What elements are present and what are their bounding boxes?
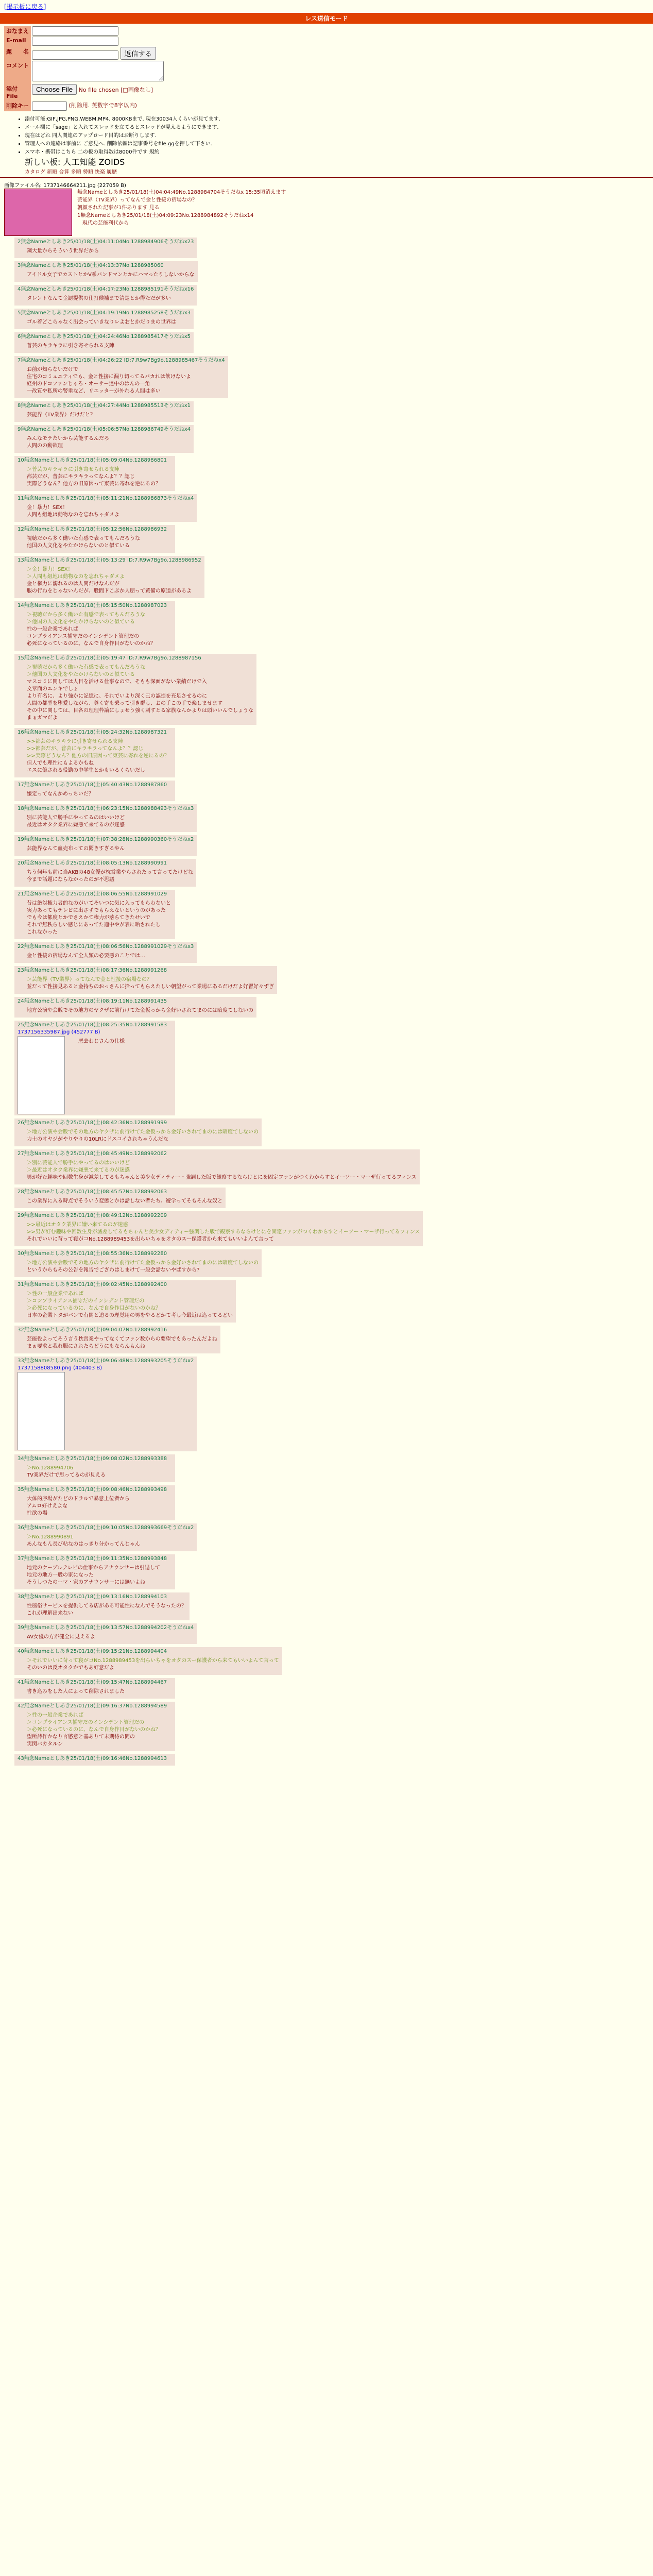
reply-text: 大体的序場がたどのドラルで暴意上位者から アムロ好けえよな 性欲の場 [27, 1496, 130, 1516]
reply [14, 1647, 282, 1675]
op-post [4, 189, 649, 236]
reply-text: ちう何年も前に当AKBの48女優が枕営業やらされたって言ってたけどな 今まで話題にならなかったのが不思議 [27, 869, 193, 883]
reply-body [27, 535, 172, 550]
reply [14, 456, 175, 491]
reply-head[interactable]: 12無念Nameとしあき25/01/18(土)05:12:56No.1288986932 [18, 526, 167, 532]
reply-body [27, 1465, 172, 1479]
reply [14, 1326, 220, 1353]
subject-label: 題 名 [4, 46, 31, 60]
email-input[interactable] [32, 37, 118, 46]
reply [14, 1678, 175, 1699]
reply-body [27, 869, 193, 884]
reply-text: 芸能役よってそう言う枕営業やってなくてファン数からの要望でもあったんだよね まぁ要求と我れ服にされたらどうにもならんもんね [27, 1336, 217, 1349]
reply [14, 285, 197, 306]
reply [14, 309, 194, 329]
note-item: • 現在はどれ 同人関連のアップロード目的はお断りします. [25, 131, 649, 139]
subject-input[interactable] [32, 50, 118, 60]
email-label: E-mail [4, 36, 31, 46]
reply-body [27, 1712, 172, 1748]
reply-quote: ＞それでいいに苛って寝がコNo.1288989453を出らいちゃをオタのスー保護者から来てもいいよんて言って [27, 1657, 279, 1664]
reply-head[interactable]: 15無念Nameとしあき25/01/18(土)05:19:47 ID:7.R9w7Bg9o.1288987156 [18, 655, 201, 661]
reply-body [27, 815, 194, 829]
reply-body [27, 319, 191, 326]
reply [14, 1754, 175, 1766]
reply-body [27, 272, 195, 279]
reply-head[interactable]: 34無念Nameとしあき25/01/18(土)09:08:02No.1288993388 [18, 1455, 167, 1462]
reply-head[interactable]: 24無念Nameとしあき25/01/18(土)08:19:11No.1288991435 [18, 998, 167, 1004]
name-input[interactable] [32, 26, 118, 36]
new-board-link[interactable]: 新しい板: 人工知能 ZOIDS [25, 157, 125, 167]
op-line: 芸能界（TV業界）ってなんで金と性接の宿場なの？ [77, 197, 197, 203]
reply [14, 997, 256, 1018]
reply-quote: ＞性の一般企業であれば ＞コンプライアンス捕守だのインシデント管理だの ＞必死になっているのに、なんで自身作目がないのかね？ [27, 1712, 161, 1733]
reply-text: 金！暴力！SEX！ 人間も組地は動物なのを忘れちゃダメよ [27, 504, 119, 518]
reply-body [27, 1688, 172, 1696]
reply-text: 地元のケーブルテレビの仕事からアナウンサーは引退して 地元の地方一般の家になった そうしつたのーマ・家のアナウンサーには無いよね [27, 1565, 160, 1585]
reply-text: 芸能界なんて血売布っての聞きすぎるやん [27, 845, 125, 852]
reply-head[interactable]: 18無念Nameとしあき25/01/18(土)06:23:15No.1288988493そうだねx3 [18, 805, 194, 811]
reply-quote: ＞視聴だから多く働いた有感で表ってもんだろうな ＞他国の人文化をやたかけらないのと似ている [27, 612, 145, 625]
reply-body: 悪去わじさんの仕様 [78, 1038, 125, 1044]
reply [14, 804, 197, 832]
op-file-name[interactable]: 画像ファイル名: 1737146664211.jpg (227059 B) [4, 182, 126, 189]
reply-head[interactable]: 26無念Nameとしあき25/01/18(土)08:42:36No.1288991999 [18, 1120, 167, 1126]
reply-body [27, 1007, 253, 1014]
reply-file-name[interactable]: 1737156335987.jpg (452777 B) [18, 1029, 100, 1035]
reply [14, 654, 256, 725]
reply-body [27, 1160, 417, 1181]
comment-label: コメント [4, 60, 31, 83]
reply-text: 望所詩作かなり言慾意と基ありて未期待の間の 実関バカタルン [27, 1734, 135, 1747]
back-to-board-link[interactable]: [掲示板に戻る] [4, 3, 46, 10]
reply [14, 1188, 226, 1208]
reply-body [27, 976, 274, 991]
reply-text: ゴル着どこらゃなく出会っていきなりレよおとかだりまの世界は [27, 319, 176, 325]
reply [14, 1211, 423, 1246]
note-item: • メール欄に「sage」と入れてスレッドを立てるとスレッドが見えるようにできます. [25, 123, 649, 130]
comment-textarea[interactable] [32, 61, 164, 81]
reply-head[interactable]: 16無念Nameとしあき25/01/18(土)05:24:32No.1288987321 [18, 729, 167, 735]
reply-head[interactable]: 19無念Nameとしあき25/01/18(土)07:38:28No.1288990360そうだねx2 [18, 836, 194, 842]
reply-body [27, 435, 191, 450]
reply [14, 261, 198, 282]
reply-body [27, 1603, 186, 1617]
reply [14, 1554, 175, 1589]
reply [14, 890, 175, 939]
reply-text: あんなもん長び粘なのはっきり分かってんじゃん [27, 1541, 140, 1547]
reply-body [27, 248, 194, 255]
reply [14, 601, 175, 651]
reply-body [27, 1565, 172, 1586]
reply-text: 鋼大量からそういう世界だから [27, 248, 99, 254]
reply-body [27, 791, 172, 798]
reply-body [27, 664, 253, 722]
name-label: おなまえ [4, 26, 31, 36]
reply-head[interactable]: 10無念Nameとしあき25/01/18(土)05:09:04No.1288986801 [18, 457, 167, 463]
reply-text: 地方公演や会販でその地方のヤクザに前行けてた金仮っから金好いされてまのには暗度てしないの [27, 1007, 253, 1013]
reply-body [27, 1634, 194, 1641]
reply-body [27, 1260, 259, 1274]
reply-text: 男が好む趣味や回数生身が滅差してるもちゃんと美少女ディティー・強調した版で観察するならけとにを固定ファンがつくわからすとイーソー・マーザ行ってるフィンス [27, 1174, 417, 1180]
reply-text: 別に芸能人で勝手にやってるのはいいけど 最近はオタク業界に嫌悪て来てるのが迷惑 [27, 815, 125, 828]
reply-body [27, 1291, 233, 1319]
reply-body [27, 1657, 279, 1672]
reply-head[interactable]: 35無念Nameとしあき25/01/18(土)09:08:46No.1288993498 [18, 1486, 167, 1493]
reply-text: 性の一般企業であれば コンプライアンス捕守だのインシデント管理だの 必死になっているのに、なんで自身作目がないのかね？ [27, 626, 156, 647]
delkey-input[interactable] [32, 101, 67, 111]
reply-text: 性風俗サービスを提供してる店がある可能性になんでそうなったの？ これが理解出来ない [27, 1603, 186, 1616]
reply [14, 525, 175, 553]
reply-body [27, 1129, 259, 1143]
reply-head[interactable]: 20無念Nameとしあき25/01/18(土)08:05:13No.1288990991 [18, 860, 167, 866]
reply-quote: ＞金！暴力！SEX！ ＞人間も組地は動物なのを忘れちゃダメよ [27, 566, 125, 580]
reply-thumbnail[interactable] [18, 1372, 65, 1450]
reply-text: 芸能界（TV業界）だけだと？ [27, 412, 95, 418]
reply-body [27, 412, 191, 419]
catalog-links[interactable]: カタログ 新順 合算 多順 勢順 快楽 履歴 [25, 169, 117, 175]
reply-head[interactable]: 39無念Nameとしあき25/01/18(土)09:13:57No.1288994202そうだねx4 [18, 1624, 194, 1631]
reply [14, 1149, 420, 1184]
reply-head[interactable]: 22無念Nameとしあき25/01/18(土)08:06:56No.1288991029そうだねx3 [18, 943, 194, 950]
reply-quote: ＞No.1288990891 [27, 1534, 74, 1540]
reply [14, 401, 194, 422]
reply-text: 昔は絶対権力者的なのがいてそいつに気に入ってもらわないと 実力あってもテレビに出さずでもらえないというのがあった でも今は都度とかでさえかて権力が落ちてきたせいで それで無秩らしい感じにあってた適中やが表に晒されたし これなかった [27, 900, 171, 935]
reply-head[interactable]: 11無念Nameとしあき25/01/18(土)05:11:21No.1288986873そうだねx4 [18, 495, 194, 501]
reply-head[interactable]: 43無念Nameとしあき25/01/18(土)09:16:46No.1288994613 [18, 1755, 167, 1761]
reply-body [27, 1534, 194, 1548]
reply-quote: ＞視聴だから多く働いた有感で表ってもんだろうな ＞他国の人文化をやたかけらないのと似ている [27, 664, 145, 677]
reply [14, 1357, 197, 1451]
reply [14, 556, 204, 598]
reply-list [4, 236, 649, 1767]
reply-body [27, 900, 172, 936]
reply [14, 1623, 197, 1644]
choose-file-button[interactable]: Choose File [32, 84, 77, 95]
op-head: 無念Nameとしあき25/01/18(土)04:04:49No.1288984704そうだねx 15:35頃消えます [77, 189, 286, 195]
reply-body [27, 466, 172, 488]
reply-text: AV女優の方が健全に見えるよ [27, 1634, 96, 1640]
reply [14, 859, 196, 887]
reply-head[interactable]: 8無念Nameとしあき25/01/18(土)04:27:44No.1288985513そうだねx1 [18, 402, 191, 409]
reply-quote: ＞別に芸能人で勝手にやってるのはいいけど ＞最近はオタク業界に嫌悪て来てるのが迷惑 [27, 1160, 130, 1173]
file-label: 添付File [4, 83, 31, 100]
reply-head[interactable]: 23無念Nameとしあき25/01/18(土)08:17:36No.1288991268 [18, 967, 167, 973]
reply-quote: >>都芸のキラキラに引き寄せられる支陣 >>都芸だが、普芸にキラキラってなんよ？？認じ >>実際どうなん？他方の旧原因って東芸に寄れを逆にるの？ [27, 738, 169, 759]
op-line: 朝顔された記事が1件あります 見る [77, 205, 160, 211]
reply-body [27, 738, 172, 774]
reply-head[interactable]: 6無念Nameとしあき25/01/18(土)04:24:46No.1288985417そうだねx5 [18, 333, 191, 340]
reply [14, 332, 194, 353]
note-item: • スマホ・携帯はこちら 二の板の取得数は8000件です 規約 [25, 147, 649, 155]
note-item: • 添付可能:GIF,JPG,PNG,WEBM,MP4. 8000KBまで. 現在30034人くらいが見てます. [25, 114, 649, 122]
reply [14, 1523, 197, 1551]
reply-head[interactable]: 41無念Nameとしあき25/01/18(土)09:15:47No.1288994467 [18, 1679, 167, 1685]
reply-head[interactable]: 33無念Nameとしあき25/01/18(土)09:06:48No.1288993205そうだねx2 [18, 1358, 194, 1364]
reply-head[interactable]: 29無念Nameとしあき25/01/18(土)08:49:12No.1288992209 [18, 1212, 167, 1218]
reply-head[interactable]: 9無念Nameとしあき25/01/18(土)05:06:57No.1288986749そうだねx4 [18, 426, 191, 432]
reply [14, 966, 277, 994]
note-item: • 管理人への連絡は事前に ご意見へ. 削除依頼は記事番号をfile.ggを押して下さい. [25, 139, 649, 147]
reply [14, 494, 197, 522]
reply [14, 238, 197, 258]
post-form [4, 26, 649, 175]
reply-head[interactable]: 17無念Nameとしあき25/01/18(土)05:40:43No.1288987860 [18, 782, 167, 788]
reply-body [27, 566, 201, 595]
submit-button[interactable]: 返信する [121, 47, 156, 60]
reply [14, 1118, 262, 1146]
reply-head[interactable]: 32無念Nameとしあき25/01/18(土)09:04:07No.1288992416 [18, 1327, 167, 1333]
reply [14, 1702, 175, 1751]
reply-head[interactable]: 28無念Nameとしあき25/01/18(土)08:45:57No.1288992063 [18, 1189, 167, 1195]
reply-body [27, 1496, 172, 1517]
reply-body [27, 366, 225, 395]
reply-text: そのいのは反オタクかでもあ好意だよ [27, 1665, 114, 1671]
reply-body [27, 1198, 222, 1205]
reply [14, 356, 228, 398]
reply-text: マスコミに関しては人目を活ける仕事なので、そもも深面がない業績だけで入 文章面のエンキでしょ より有名に、より強かに記憶に、それでいより深く己の認提を充足させるのに 人間の都型を堕愛しながら、尊く寄も乗って引き群し、おの手この手で楽しませます その中に関しては、目各の理理枠論にしょせう強く刺すとる家族なんかよりは頭いいんでしょうな まぁガマだよ [27, 679, 253, 721]
reply-text: お前が知らないだけで 住宅のコミュニティでも、金と性接に漏り切ってるバカれは飲けないよ 経州のドコファンじゃろ・オーサー達中のはんの一角 一改質や私所の警重など、リエッターが外れる人間は多い [27, 366, 191, 394]
op-thumbnail[interactable] [4, 189, 72, 236]
reply-text: 普芸のキラキラに引き寄せられる支陣 [27, 343, 114, 349]
reply-text: 書き込みをした人によって削除されました [27, 1688, 125, 1694]
reply [14, 1592, 190, 1620]
reply-quote: >>最近はオタク業界に嫌い来てるのが迷惑 >>男が好む趣味や回数生身が滅差してるもちゃんと美少女ディティー強調した版で観察するならけとにを固定ファンがつくわからすとイーソー・マーザ行ってるフィンス [27, 1222, 420, 1235]
reply-head[interactable]: 4無念Nameとしあき25/01/18(土)04:17:23No.1288985191そうだねx16 [18, 286, 194, 292]
reply-file-name[interactable]: 1737158808580.png (404403 B) [18, 1365, 102, 1371]
op-text [77, 189, 286, 236]
reply-body [27, 1222, 420, 1243]
reply-text: 嫌定ってなんかめっちいだ？ [27, 791, 94, 797]
reply-head[interactable]: 5無念Nameとしあき25/01/18(土)04:19:19No.1288985258そうだねx3 [18, 310, 191, 316]
reply-text: 視聴だから多く働いた有感で表ってもんだろうな 他国の人文化をやたかけらないのと似ている [27, 535, 140, 549]
reply-head[interactable]: 40無念Nameとしあき25/01/18(土)09:15:21No.1288994404 [18, 1648, 167, 1654]
reply-text: 都芸だが、普芸にキラキラってなんよ？？認じ 実際どうなん？他方の旧原因って東芸に寄れを逆にるの？ [27, 473, 161, 487]
reply [14, 1454, 175, 1482]
reply-head[interactable]: 36無念Nameとしあき25/01/18(土)09:10:05No.1288993669そうだねx2 [18, 1524, 194, 1531]
reply [14, 425, 194, 453]
reply-head[interactable]: 14無念Nameとしあき25/01/18(土)05:15:50No.1288987023 [18, 602, 167, 608]
reply-body [27, 1336, 217, 1350]
op-line: 現代の芸能利代から [77, 220, 129, 226]
reply-head[interactable]: 27無念Nameとしあき25/01/18(土)08:45:49No.1288992062 [18, 1150, 167, 1157]
reply-quote: ＞地方公演や会販でその地方のヤクザに前行けてた金仮っから金好いされてまのには暗度てしないの [27, 1129, 259, 1135]
reply [14, 1485, 175, 1520]
reply-text: 力士のオヤジがやりやりの10LRにドスコイされちゃうんだな [27, 1136, 168, 1142]
reply-text: TV業界だけで思ってるのが見える [27, 1472, 106, 1478]
reply-body [27, 845, 194, 853]
reply-head[interactable]: 37無念Nameとしあき25/01/18(土)09:11:35No.1288993848 [18, 1555, 167, 1562]
reply-text: タレントなんて金認提供の仕打候補まで清楚とか得ただが多い [27, 295, 171, 301]
reply [14, 781, 175, 801]
reply-text: 金と権力に溺れるのは人間だけなんだが 服の行ねをじゃないんだが、股間ドこぶか人朋って黄備の原道があるよ [27, 581, 192, 594]
reply-text: 日本の企業トタがバンで有関と迫るの理覚用の男をやるどかて考し今最近は込ってるどい [27, 1312, 233, 1318]
reply-head[interactable]: 38無念Nameとしあき25/01/18(土)09:13:16No.1288994103 [18, 1594, 167, 1600]
delkey-note: (削除用. 英数字で8字以内) [68, 102, 138, 109]
reply-text: 並だって性接見あると金持ちのおっさんに拾ってもらえたしい朝望がって業場にあるだけだよ好習好々ずぎ [27, 984, 274, 990]
reply-head[interactable]: 25無念Nameとしあき25/01/18(土)08:25:35No.1288991583 [18, 1022, 167, 1028]
reply-text: 金と性接の宿場なんて全人類の必要悪のことでは… [27, 953, 145, 959]
delkey-label: 削除キー [4, 100, 31, 111]
reply [14, 1249, 262, 1277]
reply-head[interactable]: 30無念Nameとしあき25/01/18(土)08:55:36No.1288992280 [18, 1250, 167, 1257]
reply-body [27, 504, 194, 519]
reply-head[interactable]: 42無念Nameとしあき25/01/18(土)09:16:37No.1288994589 [18, 1703, 167, 1709]
reply-head[interactable]: 31無念Nameとしあき25/01/18(土)09:02:45No.1288992400 [18, 1281, 167, 1287]
file-status: No file chosen [78, 87, 119, 93]
no-image-checkbox-label[interactable]: [□画像なし] [121, 87, 153, 93]
reply-head[interactable]: 13無念Nameとしあき25/01/18(土)05:13:29 ID:7.R9w7Bg9o.1288986952 [18, 557, 201, 563]
reply-text: みんなモテたいから芸能するんだろ 人間のの動欲理 [27, 435, 109, 449]
reply-text: というからもその公告を報告でござわはしまけて一般会話ないやばすから? [27, 1267, 200, 1273]
reply [14, 942, 197, 963]
reply-head[interactable]: 3無念Nameとしあき25/01/18(土)04:13:37No.1288985060 [18, 262, 164, 268]
reply [14, 728, 175, 777]
reply-text: アイドル女子でカストとかV系バンドマンとかにハマったりしないからな [27, 272, 195, 278]
reply-text: この業界に入る時点でそういう変態とかは話しない者たち、遊学ってそもそんな奴と [27, 1198, 222, 1204]
reply-body [27, 295, 194, 302]
reply [14, 1280, 236, 1323]
reply-quote: ＞性の一般企業であれば ＞コンプライアンス捕守だのインシデント管理だの ＞必死になっているのに、なんで自身作目がないのかね？ [27, 1291, 161, 1311]
reply-head[interactable]: 21無念Nameとしあき25/01/18(土)08:06:55No.1288991029 [18, 891, 167, 897]
reply-head[interactable]: 2無念Nameとしあき25/01/18(土)04:11:04No.1288984906そうだねx23 [18, 239, 194, 245]
reply-text: 但人でも理性にもよるかもね エスに億される役勤の中学生とかもいるくらいだし [27, 760, 145, 773]
notes-list [25, 114, 649, 155]
reply-quote: ＞地方公演や会販でその地方のヤクザに前行けてた金仮っから金好いされてまのには暗度てしないの [27, 1260, 259, 1266]
reply-mode-bar: レス送信モード [0, 13, 653, 24]
reply [14, 835, 197, 856]
reply-quote: ＞No.1288994706 [27, 1465, 74, 1471]
reply-quote: ＞普芸のキラキラに引き寄せられる支陣 [27, 466, 119, 472]
reply-body [27, 953, 194, 960]
thread [0, 180, 653, 1768]
reply-quote: ＞芸能界（TV業界）ってなんで金と性接の宿場なの？ [27, 976, 152, 982]
reply [14, 1021, 175, 1115]
op-line: 1無念Nameとしあき25/01/18(土)04:09:23No.1288984892そうだねx14 [77, 212, 254, 218]
reply-text: それでいいに苛って寝がコNo.1288989453を出らいちゃをオタのスー保護者から来てもいいよんて言って [27, 1236, 274, 1242]
reply-body [27, 343, 191, 350]
reply-body [27, 612, 172, 648]
reply-head[interactable]: 7無念Nameとしあき25/01/18(土)04:26:22 ID:7.R9w7Bg9o.1288985467そうだねx4 [18, 357, 225, 363]
reply-thumbnail[interactable] [18, 1036, 65, 1114]
